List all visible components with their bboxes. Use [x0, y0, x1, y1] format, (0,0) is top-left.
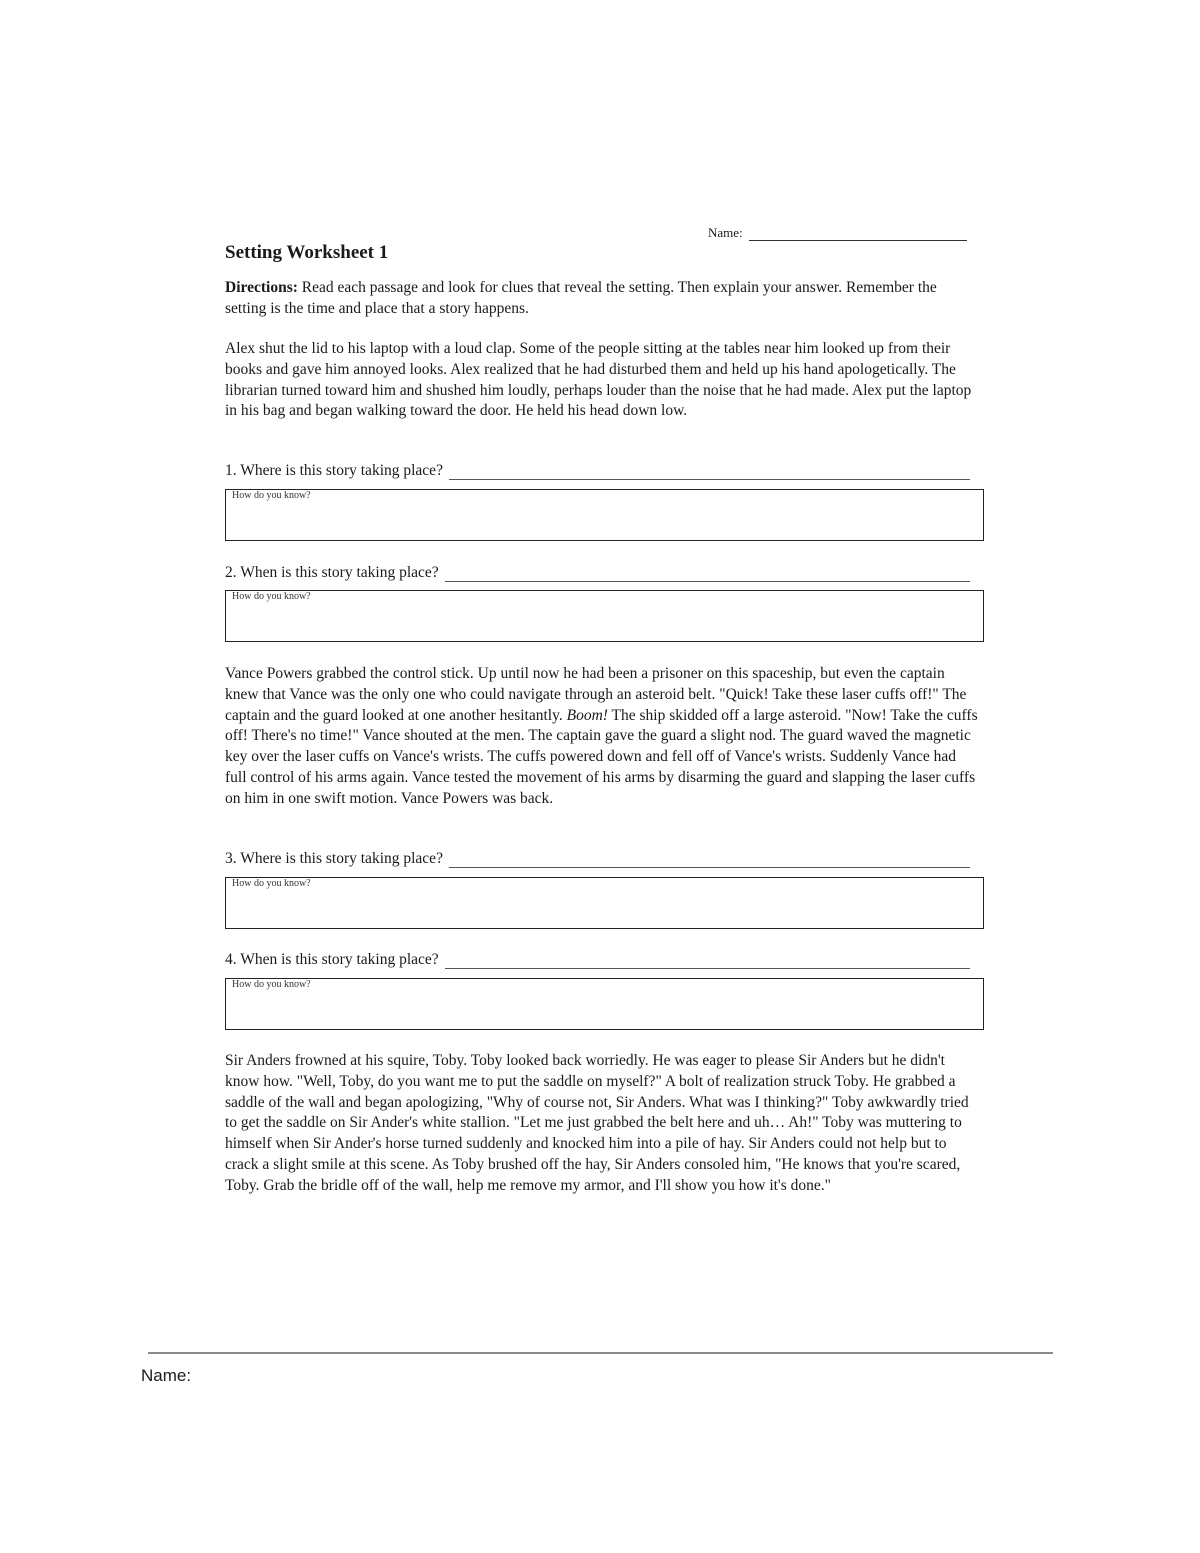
directions-text: Read each passage and look for clues that reveal the setting. Then explain your answer. Remember the setting is the time and place that a story happens. — [225, 279, 937, 317]
question-3-answer-line[interactable] — [449, 853, 970, 868]
question-1 — [225, 462, 970, 480]
question-2 — [225, 564, 970, 582]
footer-name-label: Name: — [141, 1366, 192, 1385]
page-title: Setting Worksheet 1 — [225, 242, 389, 263]
passage-3: Sir Anders frowned at his squire, Toby. Toby looked back worriedly. He was eager to please Sir Anders but he didn't know how. "Well, Toby, do you want me to put the saddle on myself?" A bolt of realization struck Toby. He grabbed a saddle of the wall and began apologizing, "Why of course not, Sir Anders. What was I thinking?" Toby awkwardly tried to get the saddle on Sir Ander's white stallion. "Let me just grabbed the belt here and uh… Ah!" Toby was muttering to himself when Sir Ander's horse turned suddenly and knocked him into a pile of hay. Sir Anders could not help but to crack a slight smile at this scene. As Toby brushed off the hay, Sir Anders consoled him, "He knows that you're scared, Toby. Grab the bridle off of the wall, help me remove my armor, and I'll show you how it's done." — [225, 1052, 969, 1194]
question-2-label: 2. When is this story taking place? — [225, 564, 439, 581]
question-2-answer-line[interactable] — [445, 567, 970, 582]
name-label: Name: — [708, 225, 743, 240]
question-1-explanation-box[interactable] — [225, 489, 984, 541]
question-2-hint: How do you know? — [232, 591, 311, 602]
question-1-answer-line[interactable] — [449, 465, 970, 480]
question-2-explanation-box[interactable] — [225, 590, 984, 642]
name-line[interactable] — [749, 226, 967, 241]
question-4-hint: How do you know? — [232, 979, 311, 990]
boom-emphasis: Boom! — [566, 706, 608, 724]
question-4-label: 4. When is this story taking place? — [225, 951, 439, 968]
question-1-label: 1. Where is this story taking place? — [225, 462, 443, 479]
question-3-hint: How do you know? — [232, 878, 311, 889]
question-4-explanation-box[interactable] — [225, 978, 984, 1030]
question-3-explanation-box[interactable] — [225, 877, 984, 929]
question-1-hint: How do you know? — [232, 490, 311, 501]
question-3-label: 3. Where is this story taking place? — [225, 850, 443, 867]
question-3 — [225, 850, 970, 868]
passage-1: Alex shut the lid to his laptop with a loud clap. Some of the people sitting at the tables near him looked up from their books and gave him annoyed looks. Alex realized that he had disturbed them and held up his hand apologetically. The librarian turned toward him and shushed him loudly, perhaps louder than the noise that he had made. Alex put the laptop in his bag and began walking toward the door. He held his head down low. — [225, 340, 972, 420]
question-4-answer-line[interactable] — [445, 954, 970, 969]
name-field-top[interactable] — [708, 225, 967, 241]
question-4 — [225, 951, 970, 969]
footer-divider — [148, 1352, 1053, 1354]
directions — [225, 278, 980, 320]
directions-label: Directions: — [225, 279, 298, 296]
passage-2: Vance Powers grabbed the control stick. Up until now he had been a prisoner on this spaceship, but even the captain knew that Vance was the only one who could navigate through an asteroid belt. "Quick! Take these laser cuffs off!" The captain and the guard looked at one another hesitantly. Boom! The ship skidded off a large asteroid. "Now! Take the cuffs off! There's no time!" Vance shouted at the men. The captain gave the guard a slight nod. The guard waved the magnetic key over the laser cuffs on Vance's wrists. The cuffs powered down and fell off of Vance's wrists. Suddenly Vance had full control of his arms again. Vance tested the movement of his arms by disarming the guard and slapping the laser cuffs on him in one swift motion. Vance Powers was back. — [225, 665, 978, 807]
